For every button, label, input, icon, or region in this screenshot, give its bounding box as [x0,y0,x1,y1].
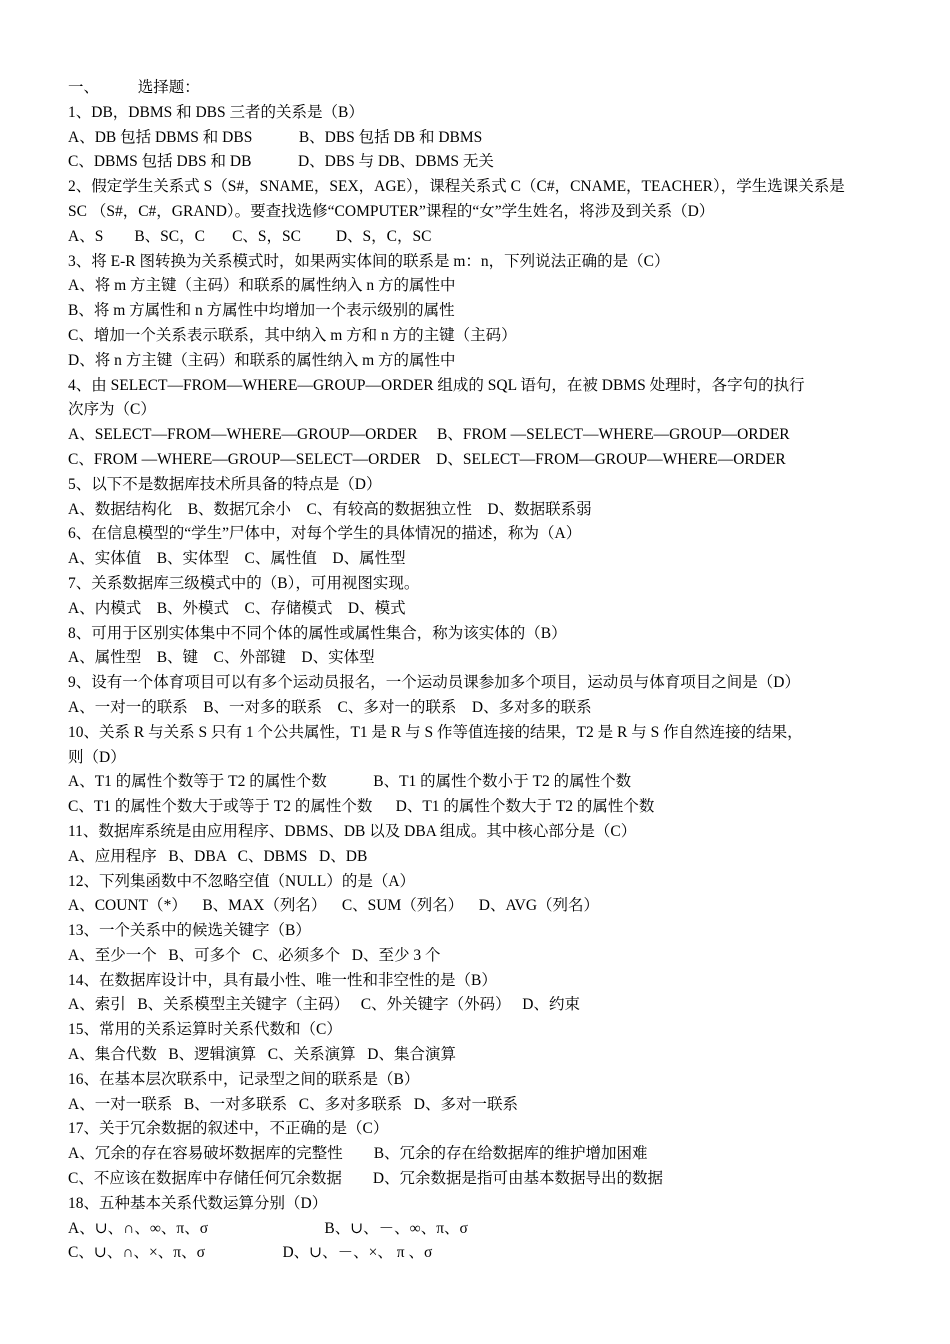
document-line: 4、由 SELECT—FROM—WHERE—GROUP—ORDER 组成的 SQL 语句，在被 DBMS 处理时，各字句的执行 [68,376,805,394]
document-line: 17、关于冗余数据的叙述中，不正确的是（C） [68,1120,389,1138]
document-line: 1、DB，DBMS 和 DBS 三者的关系是（B） [68,103,364,121]
document-line: A、S B、SC，C C、S，SC D、S，C，SC [68,227,432,245]
document-line: A、数据结构化 B、数据冗余小 C、有较高的数据独立性 D、数据联系弱 [68,500,592,518]
document-line: 14、在数据库设计中，具有最小性、唯一性和非空性的是（B） [68,971,497,989]
document-line: A、应用程序 B、DBA C、DBMS D、DB [68,847,368,865]
document-line: C、T1 的属性个数大于或等于 T2 的属性个数 D、T1 的属性个数大于 T2 的属性个数 [68,798,655,816]
document-line: 18、五种基本关系代数运算分别（D） [68,1194,328,1212]
document-line: 11、数据库系统是由应用程序、DBMS、DB 以及 DBA 组成。其中核心部分是（C） [68,822,637,840]
document-line: A、一对一的联系 B、一对多的联系 C、多对一的联系 D、多对多的联系 [68,698,592,716]
document-line: 7、关系数据库三级模式中的（B），可用视图实现。 [68,574,420,592]
document-line: C、增加一个关系表示联系，其中纳入 m 方和 n 方的主键（主码） [68,326,517,344]
document-line: D、将 n 方主键（主码）和联系的属性纳入 m 方的属性中 [68,351,456,369]
document-line: A、将 m 方主键（主码）和联系的属性纳入 n 方的属性中 [68,277,456,295]
document-line: A、COUNT（*） B、MAX（列名） C、SUM（列名） D、AVG（列名） [68,897,600,915]
document-line: C、∪、∩、×、π、σ D、∪、－、×、 π 、σ [68,1244,433,1262]
document-line: A、索引 B、关系模型主关键字（主码） C、外关键字（外码） D、约束 [68,996,580,1014]
document-line: A、一对一联系 B、一对多联系 C、多对多联系 D、多对一联系 [68,1095,518,1113]
document-line: A、T1 的属性个数等于 T2 的属性个数 B、T1 的属性个数小于 T2 的属性个数 [68,773,632,791]
document-line: 则（D） [68,748,126,766]
document-line: C、不应该在数据库中存储任何冗余数据 D、冗余数据是指可由基本数据导出的数据 [68,1170,664,1188]
document-line: A、实体值 B、实体型 C、属性值 D、属性型 [68,550,406,568]
document-line: SC （S#，C#，GRAND）。要查找选修“COMPUTER”课程的“女”学生姓名，将涉及到关系（D） [68,202,715,220]
document-line: 13、一个关系中的候选关键字（B） [68,922,311,940]
document-line: B、将 m 方属性和 n 方属性中均增加一个表示级别的属性 [68,302,455,320]
document-line: A、冗余的存在容易破坏数据库的完整性 B、冗余的存在给数据库的维护增加困难 [68,1145,648,1163]
document-line: A、内模式 B、外模式 C、存储模式 D、模式 [68,599,406,617]
document-line: 16、在基本层次联系中，记录型之间的联系是（B） [68,1070,420,1088]
document-line: A、∪、∩、∞、π、σ B、∪、－、∞、π、σ [68,1219,468,1237]
document-line: A、DB 包括 DBMS 和 DBS B、DBS 包括 DB 和 DBMS [68,128,483,146]
document-line: 次序为（C） [68,401,156,419]
document-line: 5、以下不是数据库技术所具备的特点是（D） [68,475,382,493]
document-line: 9、设有一个体育项目可以有多个运动员报名，一个运动员课参加多个项目，运动员与体育项目之间是（D） [68,674,800,692]
document-line: A、SELECT—FROM—WHERE—GROUP—ORDER B、FROM —SELECT—WHERE—GROUP—ORDER [68,426,790,444]
section-heading: 一、 选择题： [68,79,200,96]
document-line: C、FROM —WHERE—GROUP—SELECT—ORDER D、SELECT—FROM—GROUP—WHERE—ORDER [68,450,786,468]
document-line: 15、常用的关系运算时关系代数和（C） [68,1021,342,1039]
document-line: 3、将 E-R 图转换为关系模式时，如果两实体间的联系是 m：n，下列说法正确的是（C） [68,252,670,270]
document-line: 6、在信息模型的“学生”尸体中，对每个学生的具体情况的描述，称为（A） [68,525,582,543]
document-line: A、集合代数 B、逻辑演算 C、关系演算 D、集合演算 [68,1046,456,1064]
document-line: 10、关系 R 与关系 S 只有 1 个公共属性，T1 是 R 与 S 作等值连接的结果，T2 是 R 与 S 作自然连接的结果， [68,723,803,741]
question-list [68,101,888,1266]
document-line: 12、下列集函数中不忽略空值（NULL）的是（A） [68,872,416,890]
document-page [68,76,888,1266]
document-line: A、属性型 B、键 C、外部键 D、实体型 [68,649,375,667]
document-line: A、至少一个 B、可多个 C、必须多个 D、至少 3 个 [68,946,441,964]
document-line: 2、假定学生关系式 S（S#，SNAME，SEX，AGE），课程关系式 C（C#，CNAME，TEACHER），学生选课关系是 [68,178,845,196]
document-line: C、DBMS 包括 DBS 和 DB D、DBS 与 DB、DBMS 无关 [68,153,494,171]
document-line: 8、可用于区别实体集中不同个体的属性或属性集合，称为该实体的（B） [68,624,567,642]
